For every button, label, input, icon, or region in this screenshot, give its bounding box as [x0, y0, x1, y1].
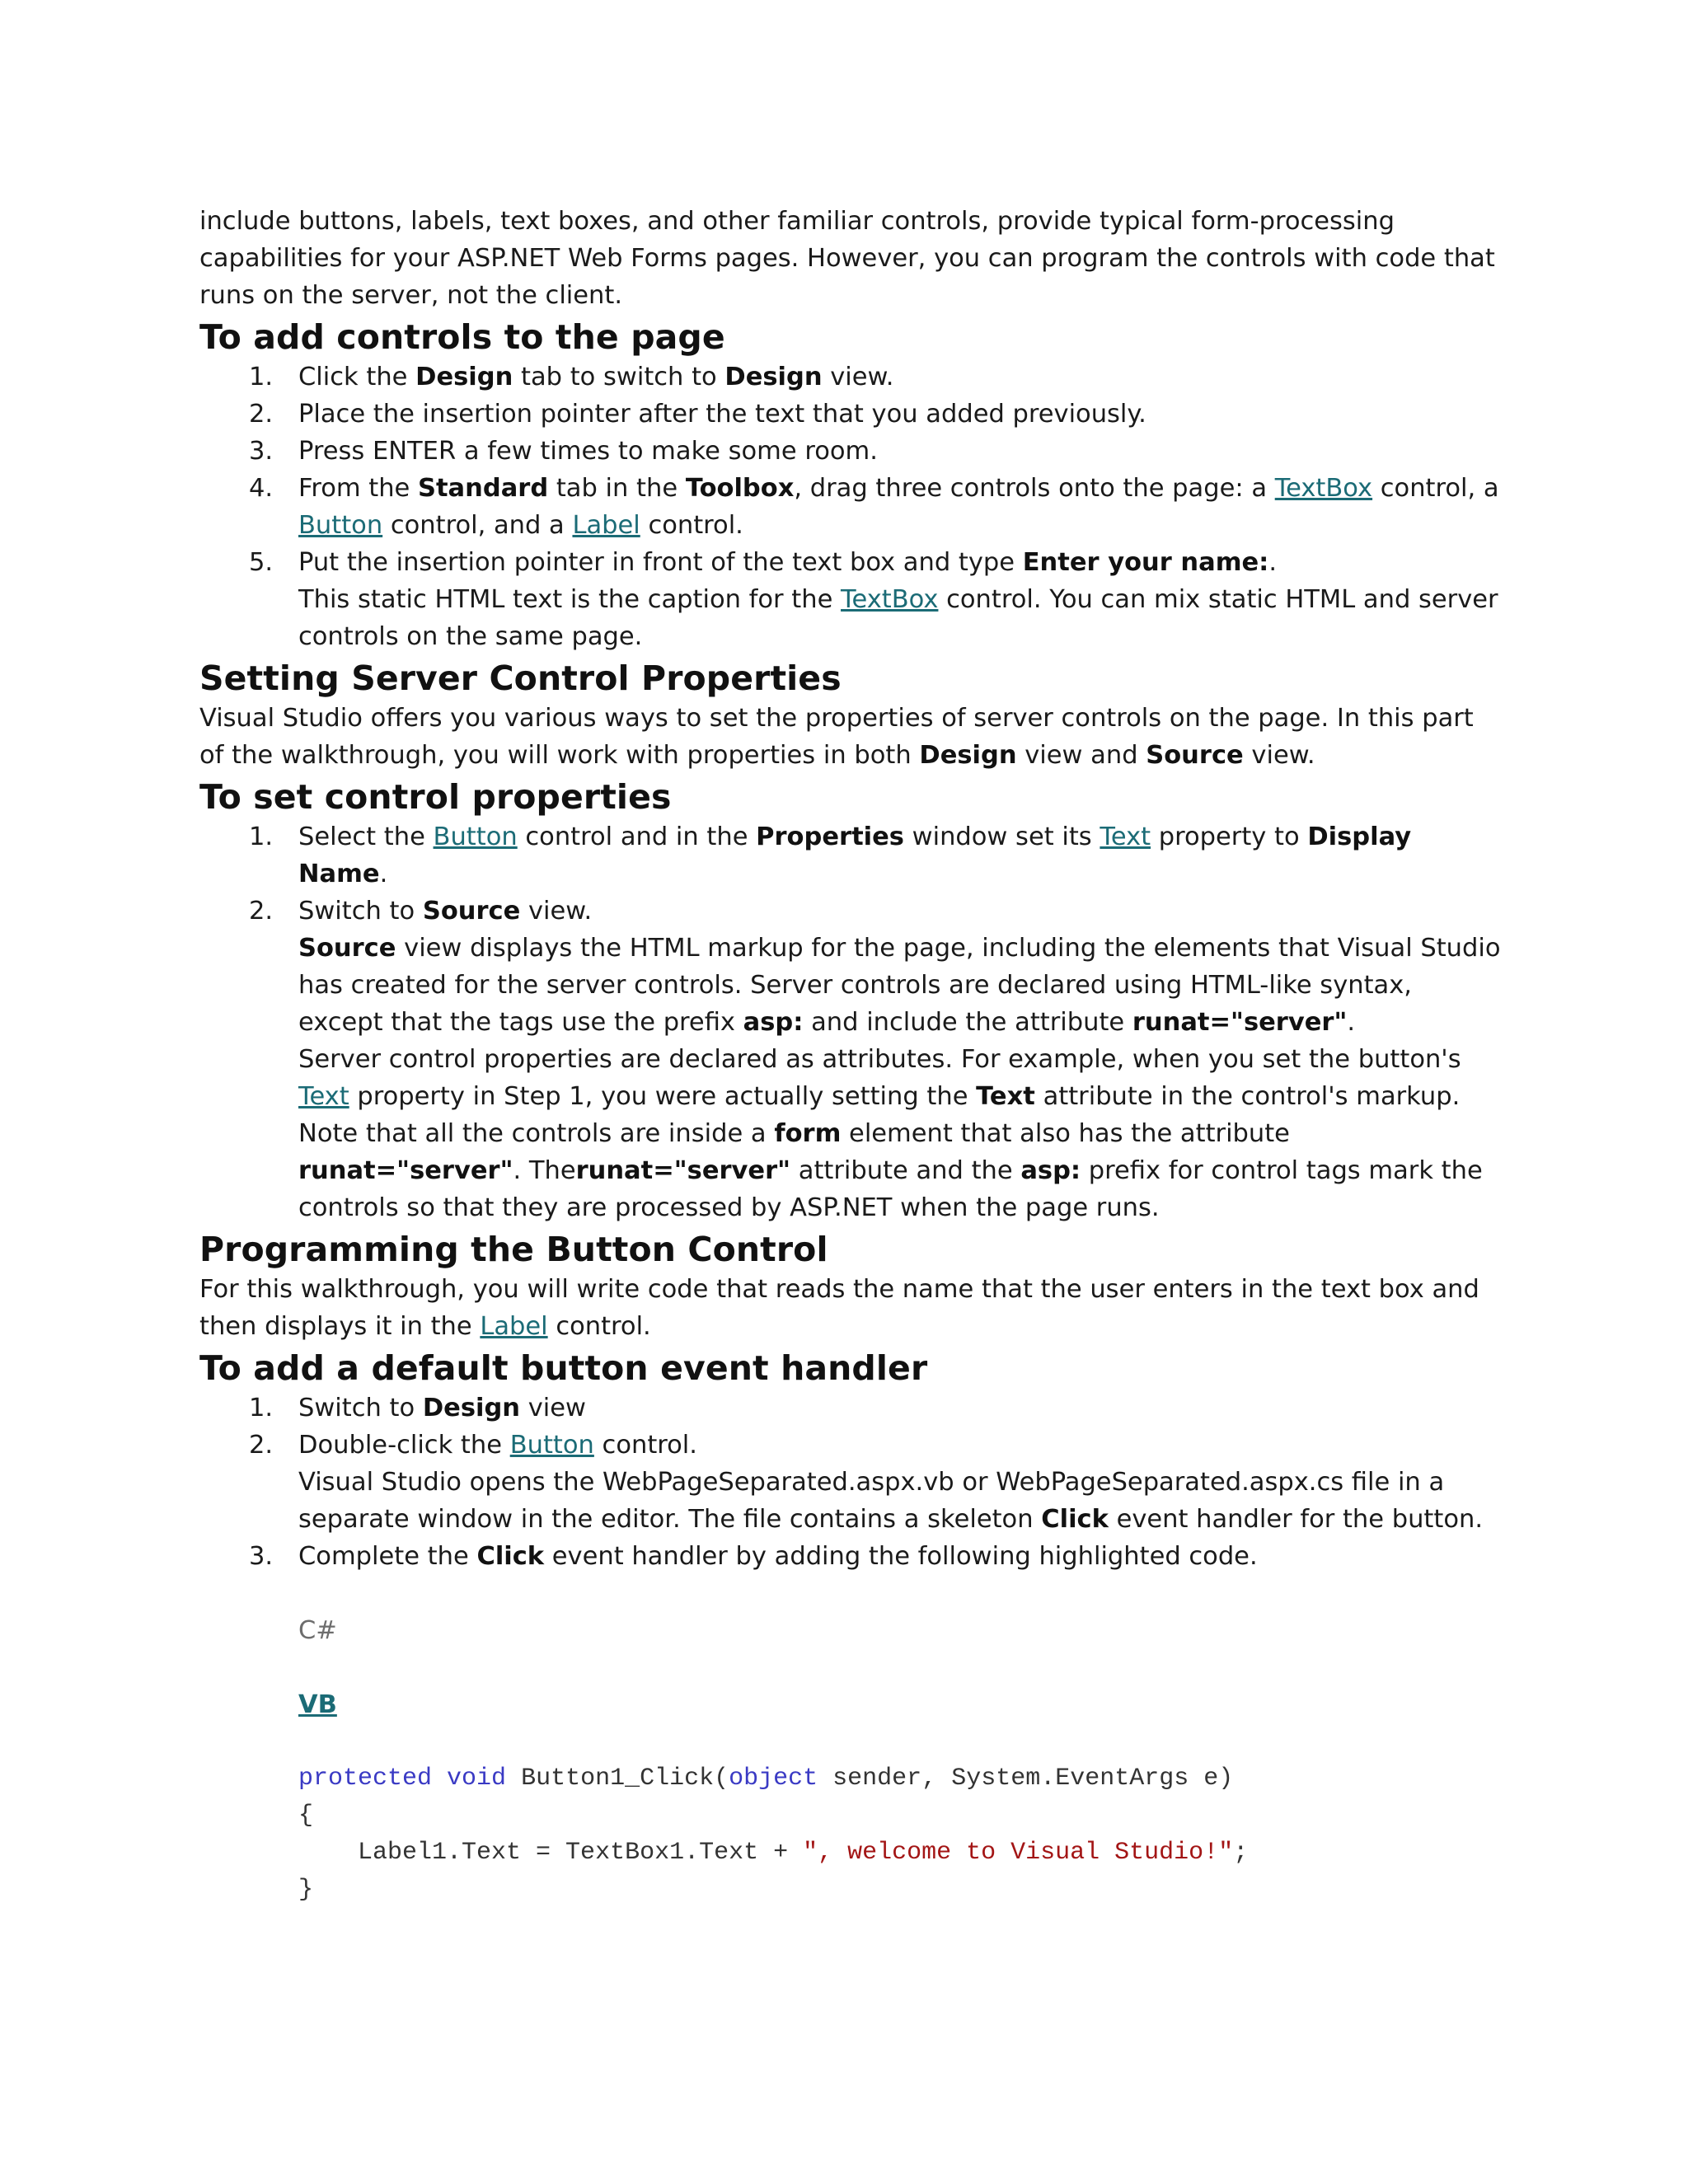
code-keyword: object	[729, 1765, 818, 1793]
code-text: Label1.Text = TextBox1.Text +	[358, 1839, 804, 1867]
programming-paragraph: For this walkthrough, you will write code that reads the name that the user enters in the text box and then displays it in the Label control.	[199, 1275, 1479, 1341]
intro-paragraph: include buttons, labels, text boxes, and other familiar controls, provide typical form-processing capabilities for your ASP.NET Web Forms pages. However, you can program the controls with code that runs on the server, not the client.	[199, 207, 1495, 310]
step-note: This static HTML text is the caption for the TextBox control. You can mix static HTML and server controls on the same page.	[298, 585, 1498, 651]
textbox-link[interactable]: TextBox	[1274, 474, 1373, 503]
step-note: Visual Studio opens the WebPageSeparated.aspx.vb or WebPageSeparated.aspx.cs file in a separate window in the editor. The file contains a skeleton Click event handler for the button.	[298, 1468, 1484, 1534]
list-item: 1. Click the Design tab to switch to Design view.	[249, 363, 894, 391]
step-note: Server control properties are declared as attributes. For example, when you set the button's Text property in Step 1, you were actually setting the Text attribute in the control's markup.	[298, 1045, 1461, 1111]
heading-programming-button: Programming the Button Control	[199, 1230, 828, 1269]
text-property-link[interactable]: Text	[298, 1082, 349, 1111]
code-text: Button1_Click(	[521, 1765, 729, 1793]
textbox-link[interactable]: TextBox	[841, 585, 939, 614]
code-block	[298, 1760, 1502, 1909]
language-tab-csharp[interactable]: C#	[298, 1616, 337, 1645]
list-item: 4. From the Standard tab in the Toolbox, drag three controls onto the page: a TextBox control, a Button control, and a Label control.	[249, 474, 1499, 540]
event-handler-steps	[199, 1390, 1502, 1575]
heading-add-controls: To add controls to the page	[199, 317, 725, 357]
code-text: ;	[1233, 1839, 1249, 1867]
list-item: 1. Switch to Design view	[249, 1394, 586, 1422]
code-string: ", welcome to Visual Studio!"	[803, 1839, 1234, 1867]
step-note: Source view displays the HTML markup for the page, including the elements that Visual Studio has created for the server controls. Server controls are declared using HTML-like syntax, except that the tags use the prefix asp: and include the attribute runat="server".	[298, 934, 1501, 1037]
list-item: 1. Select the Button control and in the Properties window set its Text property to Display Name.	[249, 823, 1412, 888]
heading-set-properties: To set control properties	[199, 777, 672, 817]
text-property-link[interactable]: Text	[1100, 823, 1151, 851]
code-text: sender, System.EventArgs e)	[832, 1765, 1234, 1793]
label-link[interactable]: Label	[480, 1312, 548, 1341]
list-item: 2. Double-click the Button control. Visual Studio opens the WebPageSeparated.aspx.vb or WebPageSeparated.aspx.cs file in a separate window in the editor. The file contains a skeleton Click event handler for the button.	[199, 1427, 1502, 1538]
step-note: Note that all the controls are inside a form element that also has the attribute runat="server". Therunat="server" attribute and the asp: prefix for control tags mark the controls so that they are processed by ASP.NET when the page runs.	[298, 1119, 1483, 1222]
list-item: 2. Place the insertion pointer after the text that you added previously.	[249, 400, 1146, 429]
heading-event-handler: To add a default button event handler	[199, 1348, 928, 1388]
button-link[interactable]: Button	[298, 511, 383, 540]
code-text: }	[298, 1876, 314, 1904]
document-content	[199, 203, 1502, 1909]
set-properties-steps	[199, 818, 1502, 1226]
code-text: {	[298, 1802, 314, 1830]
list-item: 3. Complete the Click event handler by adding the following highlighted code.	[249, 1542, 1258, 1571]
code-sample	[199, 1612, 1502, 1909]
list-item: 5. Put the insertion pointer in front of the text box and type Enter your name:. This static HTML text is the caption for the TextBox control. You can mix static HTML and server controls on the same page.	[199, 544, 1502, 655]
add-controls-steps	[199, 359, 1502, 655]
label-link[interactable]: Label	[572, 511, 640, 540]
code-keyword: void	[447, 1765, 507, 1793]
list-item: 2. Switch to Source view. Source view displays the HTML markup for the page, including the elements that Visual Studio has created for the server controls. Server controls are declared using HTML-like syntax, except that the tags use the prefix asp: and include the attribute runat="server". Server control properties are declared as attributes. For example, when you set the button's Text property in Step 1, you were actually setting the Text attribute in the control's markup. Note that all the controls are inside a form element that also has the attribute runat="server". Therunat="server" attribute and the asp: prefix for control tags mark the controls so that they are processed by ASP.NET when the page runs.	[199, 893, 1502, 1226]
button-link[interactable]: Button	[509, 1431, 594, 1460]
language-tab-vb[interactable]: VB	[298, 1690, 337, 1719]
heading-server-properties: Setting Server Control Properties	[199, 658, 842, 698]
button-link[interactable]: Button	[433, 823, 518, 851]
code-keyword: protected	[298, 1765, 433, 1793]
server-properties-paragraph: Visual Studio offers you various ways to set the properties of server controls on the page. In this part of the walkthrough, you will work with properties in both Design view and Source view.	[199, 704, 1474, 770]
list-item: 3. Press ENTER a few times to make some room.	[249, 437, 878, 466]
